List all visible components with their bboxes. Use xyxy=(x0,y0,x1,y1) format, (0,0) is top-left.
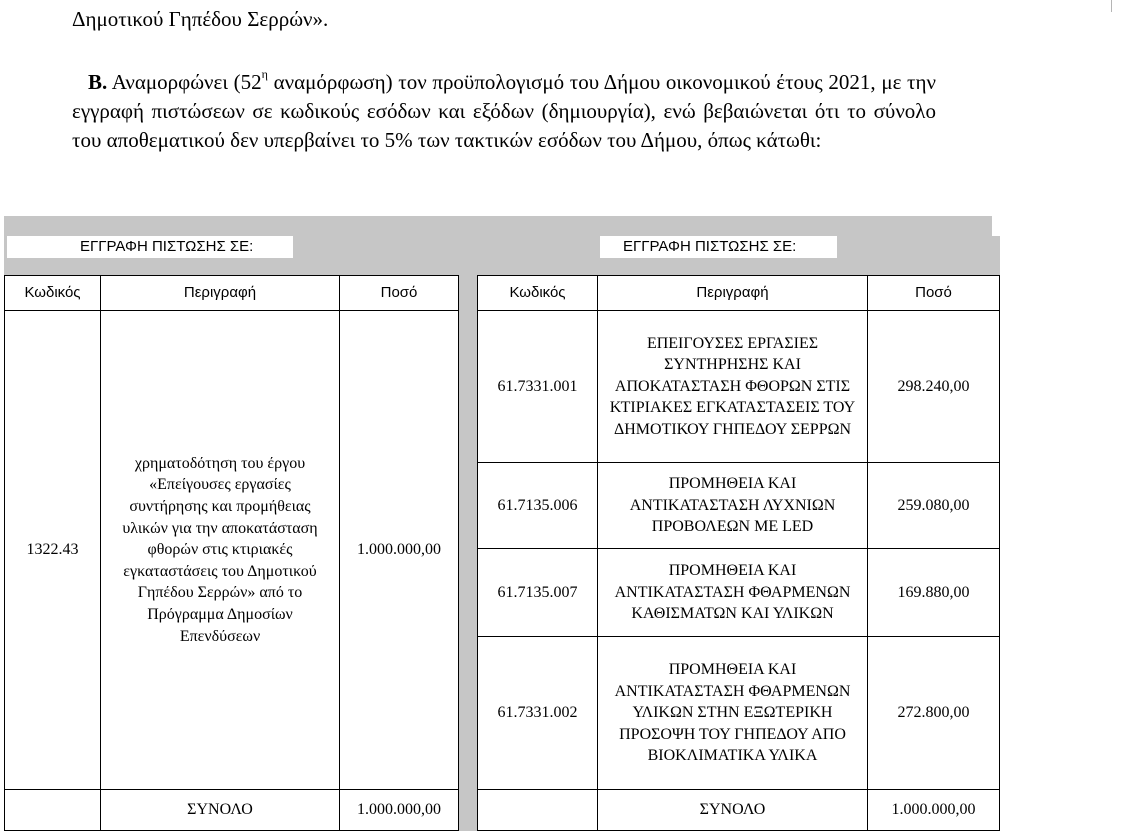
right-row-1-amount: 298.240,00 xyxy=(867,310,1000,463)
left-col-code: Κωδικός xyxy=(4,275,101,311)
right-row-2-description: ΠΡΟΜΗΘΕΙΑ ΚΑΙ ΑΝΤΙΚΑΤΑΣΤΑΣΗ ΛΥΧΝΙΩΝ ΠΡΟΒΟΛΕΩΝ ΜΕ LED xyxy=(597,462,868,549)
right-total-amount: 1.000.000,00 xyxy=(867,789,1000,831)
right-total-label: ΣΥΝΟΛΟ xyxy=(597,789,868,831)
left-row-amount: 1.000.000,00 xyxy=(339,310,459,790)
left-row-description: χρηματοδότηση του έργου «Επείγουσες εργασίες συντήρησης και προμήθειας υλικών για την αποκατάσταση φθορών στις κτιριακές εγκαταστάσεις του Δημοτικού Γηπέδου Σερρών» από το Πρόγραμμα Δημοσίων Επενδύσεων xyxy=(100,310,340,790)
right-row-1-code: 61.7331.001 xyxy=(477,310,598,463)
paragraph-text-2: αναμόρφωση) τον προϋπολογισμό του Δήμου οικονομικού έτους 2021, με την εγγραφή πιστώσεων σε κωδικούς εσόδων και εξόδων (δημιουργία), ενώ βεβαιώνεται ότι το σύνολο του αποθεματικού δεν υπερβαίνει το 5% των τακτικών εσόδων του Δήμου, όπως κάτωθι: xyxy=(72,70,936,152)
right-total-empty xyxy=(477,789,598,831)
right-row-3-amount: 169.880,00 xyxy=(867,548,1000,637)
right-header-label: ΕΓΓΡΑΦΗ ΠΙΣΤΩΣΗΣ ΣΕ: xyxy=(600,236,837,258)
left-total-amount: 1.000.000,00 xyxy=(339,789,459,831)
right-col-description: Περιγραφή xyxy=(597,275,868,311)
paragraph-lead: Β. xyxy=(88,70,108,94)
right-header-edge xyxy=(992,236,1000,275)
left-total-label: ΣΥΝΟΛΟ xyxy=(100,789,340,831)
right-row-4-code: 61.7331.002 xyxy=(477,636,598,790)
paragraph-superscript: η xyxy=(261,67,268,81)
right-row-1-description: ΕΠΕΙΓΟΥΣΕΣ ΕΡΓΑΣΙΕΣ ΣΥΝΤΗΡΗΣΗΣ ΚΑΙ ΑΠΟΚΑΤΑΣΤΑΣΗ ΦΘΟΡΩΝ ΣΤΙΣ ΚΤΙΡΙΑΚΕΣ ΕΓΚΑΤΑΣΤΑΣΕΙΣ ΤΟΥ ΔΗΜΟΤΙΚΟΥ ΓΗΠΕΔΟΥ ΣΕΡΡΩΝ xyxy=(597,310,868,463)
left-row-code: 1322.43 xyxy=(4,310,101,790)
page-edge-line xyxy=(1111,0,1112,12)
paragraph-text-1: Αναμορφώνει (52 xyxy=(107,70,262,94)
right-col-amount: Ποσό xyxy=(867,275,1000,311)
text-line-top: Δημοτικού Γηπέδου Σερρών». xyxy=(72,7,329,31)
right-row-4-description: ΠΡΟΜΗΘΕΙΑ ΚΑΙ ΑΝΤΙΚΑΤΑΣΤΑΣΗ ΦΘΑΡΜΕΝΩΝ ΥΛΙΚΩΝ ΣΤΗΝ ΕΞΩΤΕΡΙΚΗ ΠΡΟΣΟΨΗ ΤΟΥ ΓΗΠΕΔΟΥ ΑΠΟ ΒΙΟΚΛΙΜΑΤΙΚΑ ΥΛΙΚΑ xyxy=(597,636,868,790)
right-row-4-amount: 272.800,00 xyxy=(867,636,1000,790)
right-row-3-code: 61.7135.007 xyxy=(477,548,598,637)
left-col-description: Περιγραφή xyxy=(100,275,340,311)
left-total-empty xyxy=(4,789,101,831)
paragraph-b xyxy=(72,68,936,155)
left-header-label: ΕΓΓΡΑΦΗ ΠΙΣΤΩΣΗΣ ΣΕ: xyxy=(7,236,293,258)
left-col-amount: Ποσό xyxy=(339,275,459,311)
spacer-column xyxy=(459,275,477,831)
right-row-2-code: 61.7135.006 xyxy=(477,462,598,549)
right-row-3-description: ΠΡΟΜΗΘΕΙΑ ΚΑΙ ΑΝΤΙΚΑΤΑΣΤΑΣΗ ΦΘΑΡΜΕΝΩΝ ΚΑΘΙΣΜΑΤΩΝ ΚΑΙ ΥΛΙΚΩΝ xyxy=(597,548,868,637)
right-col-code: Κωδικός xyxy=(477,275,598,311)
right-row-2-amount: 259.080,00 xyxy=(867,462,1000,549)
